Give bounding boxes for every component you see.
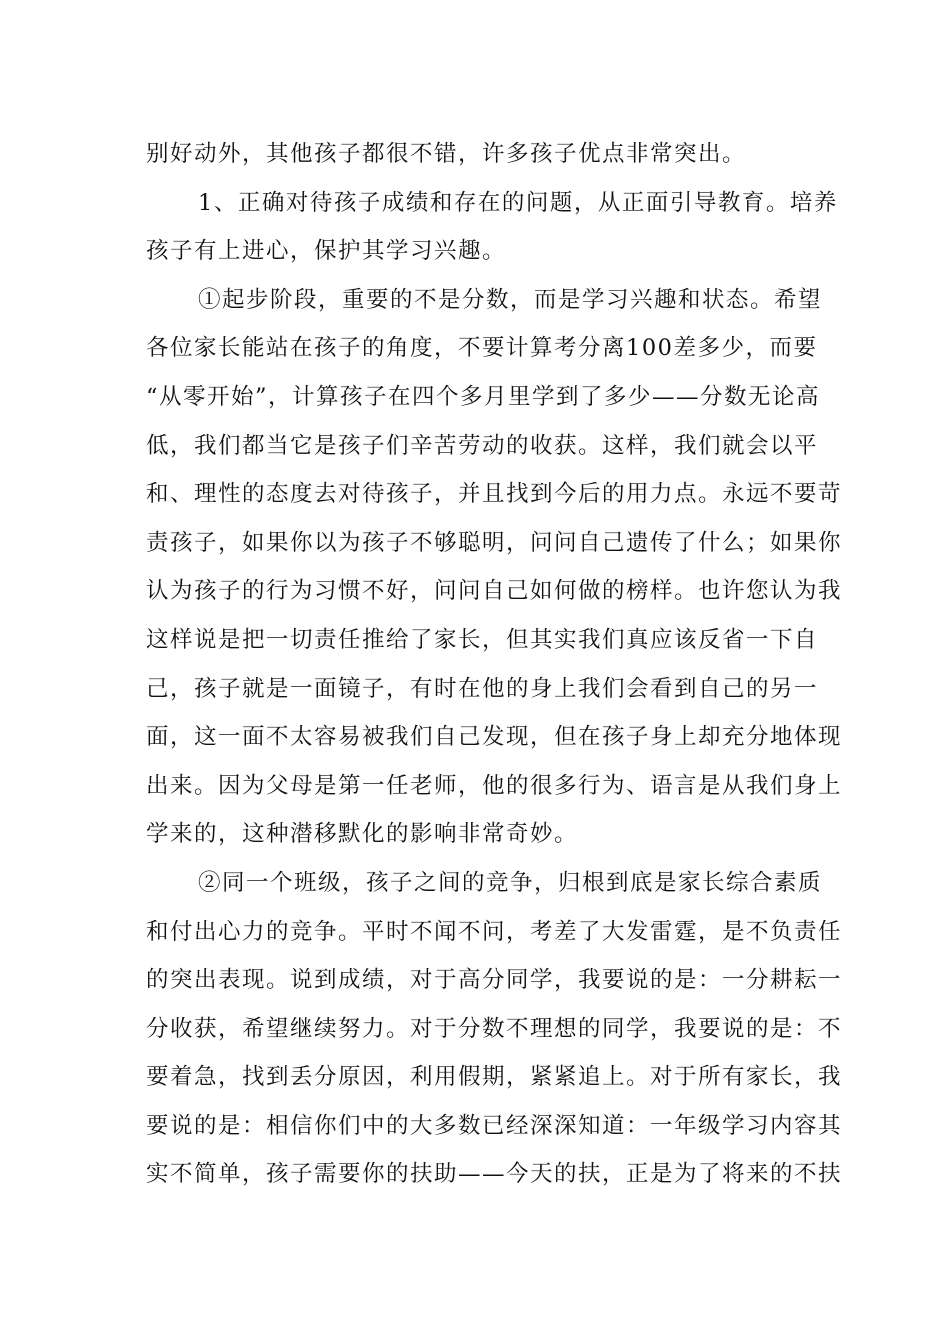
text-line: 这样说是把一切责任推给了家长，但其实我们真应该反省一下自 — [146, 626, 819, 653]
text-line: 和付出心力的竞争。平时不闻不问，考差了大发雷霆，是不负责任 — [146, 918, 843, 945]
body-text — [146, 130, 843, 1199]
text-line: 学来的，这种潜移默化的影响非常奇妙。 — [146, 821, 579, 848]
text-line: “从零开始”，计算孩子在四个多月里学到了多少——分数无论高 — [146, 383, 821, 410]
text-line: 出来。因为父母是第一任老师，他的很多行为、语言是从我们身上 — [146, 772, 843, 799]
text-line: 面，这一面不太容易被我们自己发现，但在孩子身上却充分地体现 — [146, 724, 843, 751]
text-line: 分收获，希望继续努力。对于分数不理想的同学，我要说的是：不 — [146, 1015, 843, 1042]
text-line: ①起步阶段，重要的不是分数，而是学习兴趣和状态。希望 — [198, 286, 823, 313]
text-line: 的突出表现。说到成绩，对于高分同学，我要说的是：一分耕耘一 — [146, 967, 843, 994]
text-line: 1、正确对待孩子成绩和存在的问题，从正面引导教育。培养 — [198, 189, 838, 216]
text-line: 认为孩子的行为习惯不好，问问自己如何做的榜样。也许您认为我 — [146, 578, 843, 605]
text-line: ②同一个班级，孩子之间的竞争，归根到底是家长综合素质 — [198, 869, 823, 896]
text-line: 要说的是：相信你们中的大多数已经深深知道：一年级学习内容其 — [146, 1112, 843, 1139]
text-line: 低，我们都当它是孩子们辛苦劳动的收获。这样，我们就会以平 — [146, 432, 819, 459]
text-line: 实不简单，孩子需要你的扶助——今天的扶，正是为了将来的不扶 — [146, 1161, 843, 1188]
text-line: 己，孩子就是一面镜子，有时在他的身上我们会看到自己的另一 — [146, 675, 819, 702]
text-line: 要着急，找到丢分原因，利用假期，紧紧追上。对于所有家长，我 — [146, 1064, 843, 1091]
text-line: 别好动外，其他孩子都很不错，许多孩子优点非常突出。 — [146, 141, 747, 167]
text-line: 和、理性的态度去对待孩子，并且找到今后的用力点。永远不要苛 — [146, 481, 843, 508]
text-line: 各位家长能站在孩子的角度，不要计算考分离100差多少，而要 — [146, 335, 818, 362]
text-line: 责孩子，如果你以为孩子不够聪明，问问自己遗传了什么；如果你 — [146, 529, 843, 556]
text-line: 孩子有上进心，保护其学习兴趣。 — [146, 238, 507, 265]
